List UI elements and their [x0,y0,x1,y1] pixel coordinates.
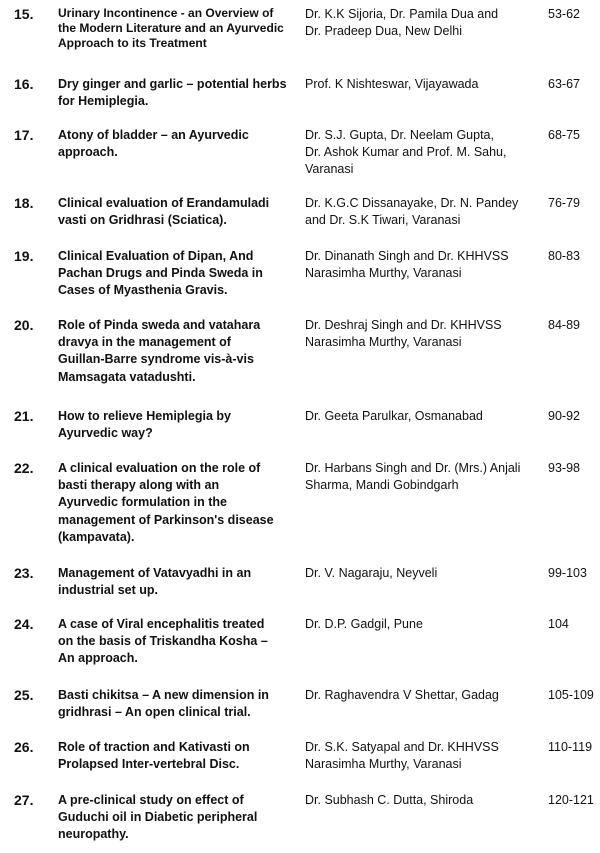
entry-title: Dry ginger and garlic – potential herbs for Hemiplegia. [58,77,287,109]
entry-title: Management of Vatavyadhi in an industrial set up. [58,566,252,598]
entry-pages: 110-119 [548,740,593,754]
entry-authors: Dr. K.G.C Dissanayake, Dr. N. Pandey and Dr. S.K Tiwari, Varanasi [305,196,519,228]
entry-authors: Dr. K.K Sijoria, Dr. Pamila Dua and Dr. Pradeep Dua, New Delhi [305,7,499,39]
entry-authors: Dr. Deshraj Singh and Dr. KHHVSS Narasimha Murthy, Varanasi [305,318,502,350]
entry-number: 17. [14,127,34,143]
entry-number: 15. [14,6,34,22]
entry-authors: Prof. K Nishteswar, Vijayawada [305,77,479,91]
entry-authors: Dr. S.J. Gupta, Dr. Neelam Gupta, Dr. Ashok Kumar and Prof. M. Sahu, Varanasi [305,128,507,177]
entry-number: 18. [14,195,34,211]
entry-pages: 99-103 [548,566,587,580]
entry-title: Clinical evaluation of Erandamuladi vasti on Gridhrasi (Sciatica). [58,196,270,228]
entry-number: 24. [14,616,34,632]
entry-pages: 120-121 [548,793,594,807]
entry-title: Basti chikitsa – A new dimension in gridhrasi – An open clinical trial. [58,688,269,720]
entry-title: Clinical Evaluation of Dipan, And Pachan Drugs and Pinda Sweda in Cases of Myasthenia Gravis. [58,249,263,298]
entry-authors: Dr. Raghavendra V Shettar, Gadag [305,688,499,702]
entry-number: 23. [14,565,34,581]
entry-authors: Dr. V. Nagaraju, Neyveli [305,566,438,580]
entry-title: A case of Viral encephalitis treated on the basis of Triskandha Kosha – An approach. [58,617,268,666]
entry-number: 27. [14,792,34,808]
entry-pages: 84-89 [548,318,580,332]
entry-number: 21. [14,408,34,424]
entry-authors: Dr. Subhash C. Dutta, Shiroda [305,793,474,807]
entry-authors: Dr. Dinanath Singh and Dr. KHHVSS Narasimha Murthy, Varanasi [305,249,509,281]
entry-pages: 68-75 [548,128,580,142]
entry-number: 20. [14,317,34,333]
entry-title: A clinical evaluation on the role of basti therapy along with an Ayurvedic formulation in the management of Parkinson's disease (kampavata). [58,461,274,544]
entry-authors: Dr. S.K. Satyapal and Dr. KHHVSS Narasimha Murthy, Varanasi [305,740,499,772]
entry-title: Role of traction and Kativasti on Prolapsed Inter-vertebral Disc. [58,740,250,772]
entry-authors: Dr. D.P. Gadgil, Pune [305,617,423,631]
entry-pages: 105-109 [548,688,594,702]
entry-title: Urinary Incontinence - an Overview of the Modern Literature and an Ayurvedic Approach to its Treatment [58,6,284,50]
entry-number: 22. [14,460,34,476]
entry-pages: 53-62 [548,7,580,21]
entry-pages: 63-67 [548,77,580,91]
entry-title: How to relieve Hemiplegia by Ayurvedic way? [58,409,231,441]
entry-authors: Dr. Geeta Parulkar, Osmanabad [305,409,483,423]
entry-title: Atony of bladder – an Ayurvedic approach. [58,128,249,160]
entry-pages: 104 [548,617,569,631]
entry-pages: 80-83 [548,249,580,263]
entry-title: Role of Pinda sweda and vatahara dravya in the management of Guillan-Barre syndrome vis-à-vis Mamsagata vatadushti. [58,318,261,384]
entry-number: 16. [14,76,34,92]
entry-authors: Dr. Harbans Singh and Dr. (Mrs.) Anjali Sharma, Mandi Gobindgarh [305,461,521,493]
entry-title: A pre-clinical study on effect of Guduchi oil in Diabetic peripheral neuropathy. [58,793,258,842]
entry-number: 19. [14,248,34,264]
entry-pages: 90-92 [548,409,580,423]
entry-number: 26. [14,739,34,755]
entry-pages: 93-98 [548,461,580,475]
entry-number: 25. [14,687,34,703]
entry-pages: 76-79 [548,196,580,210]
